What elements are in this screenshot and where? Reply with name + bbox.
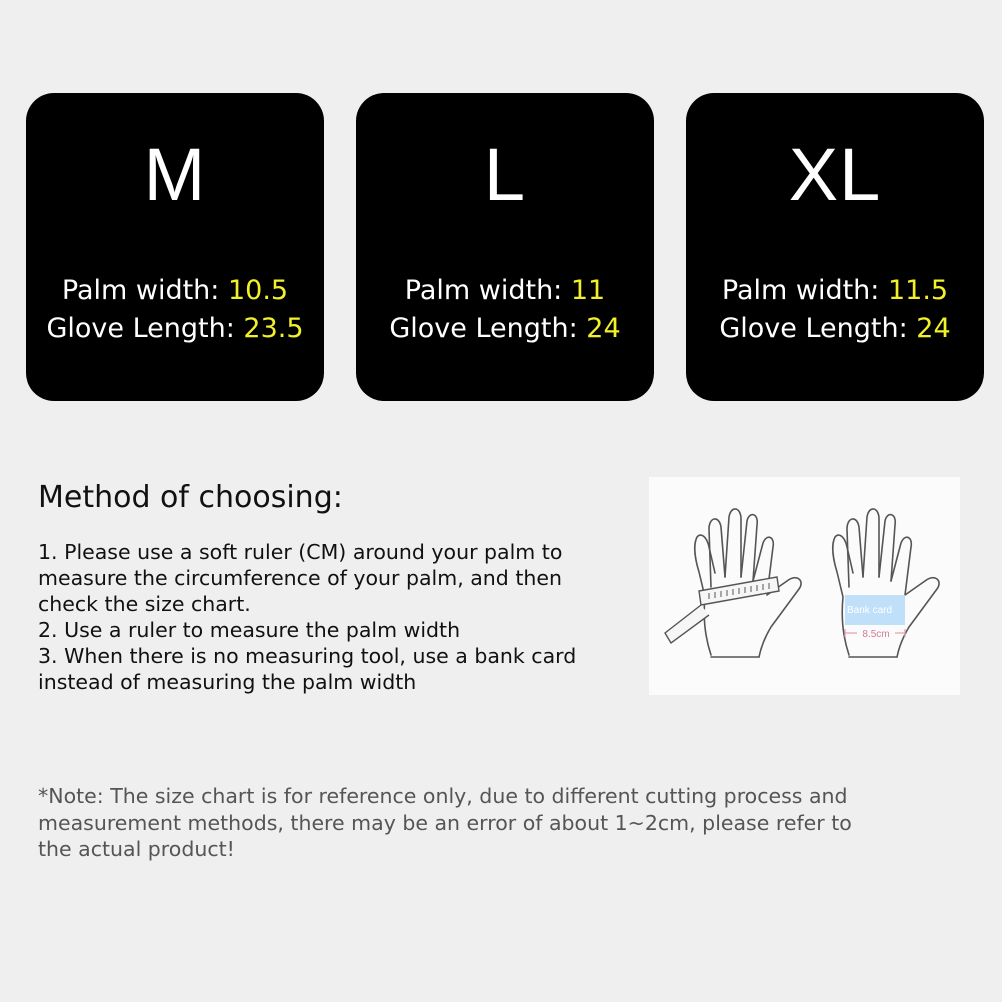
- hands-diagram: [649, 477, 960, 695]
- glove-length-label: Glove Length:: [389, 313, 587, 344]
- palm-width-row: [686, 273, 984, 309]
- palm-width-value: 10.5: [227, 275, 289, 306]
- palm-width-value: 11.5: [887, 275, 949, 306]
- palm-width-value: 11: [570, 275, 606, 306]
- palm-width-label: Palm width:: [61, 275, 228, 306]
- instruction-line: check the size chart.: [38, 592, 251, 616]
- palm-width-label: Palm width:: [721, 275, 888, 306]
- glove-length-value: 24: [916, 313, 951, 344]
- glove-length-value: 23.5: [243, 313, 304, 344]
- palm-width-row: [356, 273, 654, 309]
- soft-ruler-icon: [665, 577, 779, 643]
- note-line: *Note: The size chart is for reference only, due to different cutting process and: [38, 784, 848, 808]
- glove-length-label: Glove Length:: [46, 313, 244, 344]
- glove-length-label: Glove Length:: [719, 313, 917, 344]
- instruction-line: 2. Use a ruler to measure the palm width: [38, 618, 461, 642]
- instruction-line: instead of measuring the palm width: [38, 670, 417, 694]
- glove-length-row: [686, 311, 984, 347]
- instruction-line: measure the circumference of your palm, and then: [38, 566, 562, 590]
- bank-card-label: Bank card: [847, 605, 893, 616]
- bank-card-measure: 8.5cm: [862, 629, 890, 640]
- size-label: L: [483, 133, 527, 216]
- glove-length-row: [356, 311, 654, 347]
- size-card-m: [26, 93, 324, 401]
- note-line: the actual product!: [38, 837, 235, 861]
- instruction-line: 3. When there is no measuring tool, use a bank card: [38, 644, 577, 668]
- instruction-line: 1. Please use a soft ruler (CM) around your palm to: [38, 540, 563, 564]
- note-line: measurement methods, there may be an error of about 1~2cm, please refer to: [38, 810, 852, 835]
- glove-length-row: [26, 311, 324, 347]
- palm-width-label: Palm width:: [404, 275, 571, 306]
- size-card-l: [356, 93, 654, 401]
- size-note: [38, 783, 938, 863]
- size-label: M: [143, 133, 207, 216]
- method-title: Method of choosing:: [38, 480, 343, 515]
- palm-width-row: [26, 273, 324, 309]
- method-instructions: [38, 539, 638, 695]
- size-card-xl: [686, 93, 984, 401]
- hand-measurement-illustration: [649, 477, 960, 695]
- size-label: XL: [788, 133, 882, 216]
- glove-length-value: 24: [586, 313, 621, 344]
